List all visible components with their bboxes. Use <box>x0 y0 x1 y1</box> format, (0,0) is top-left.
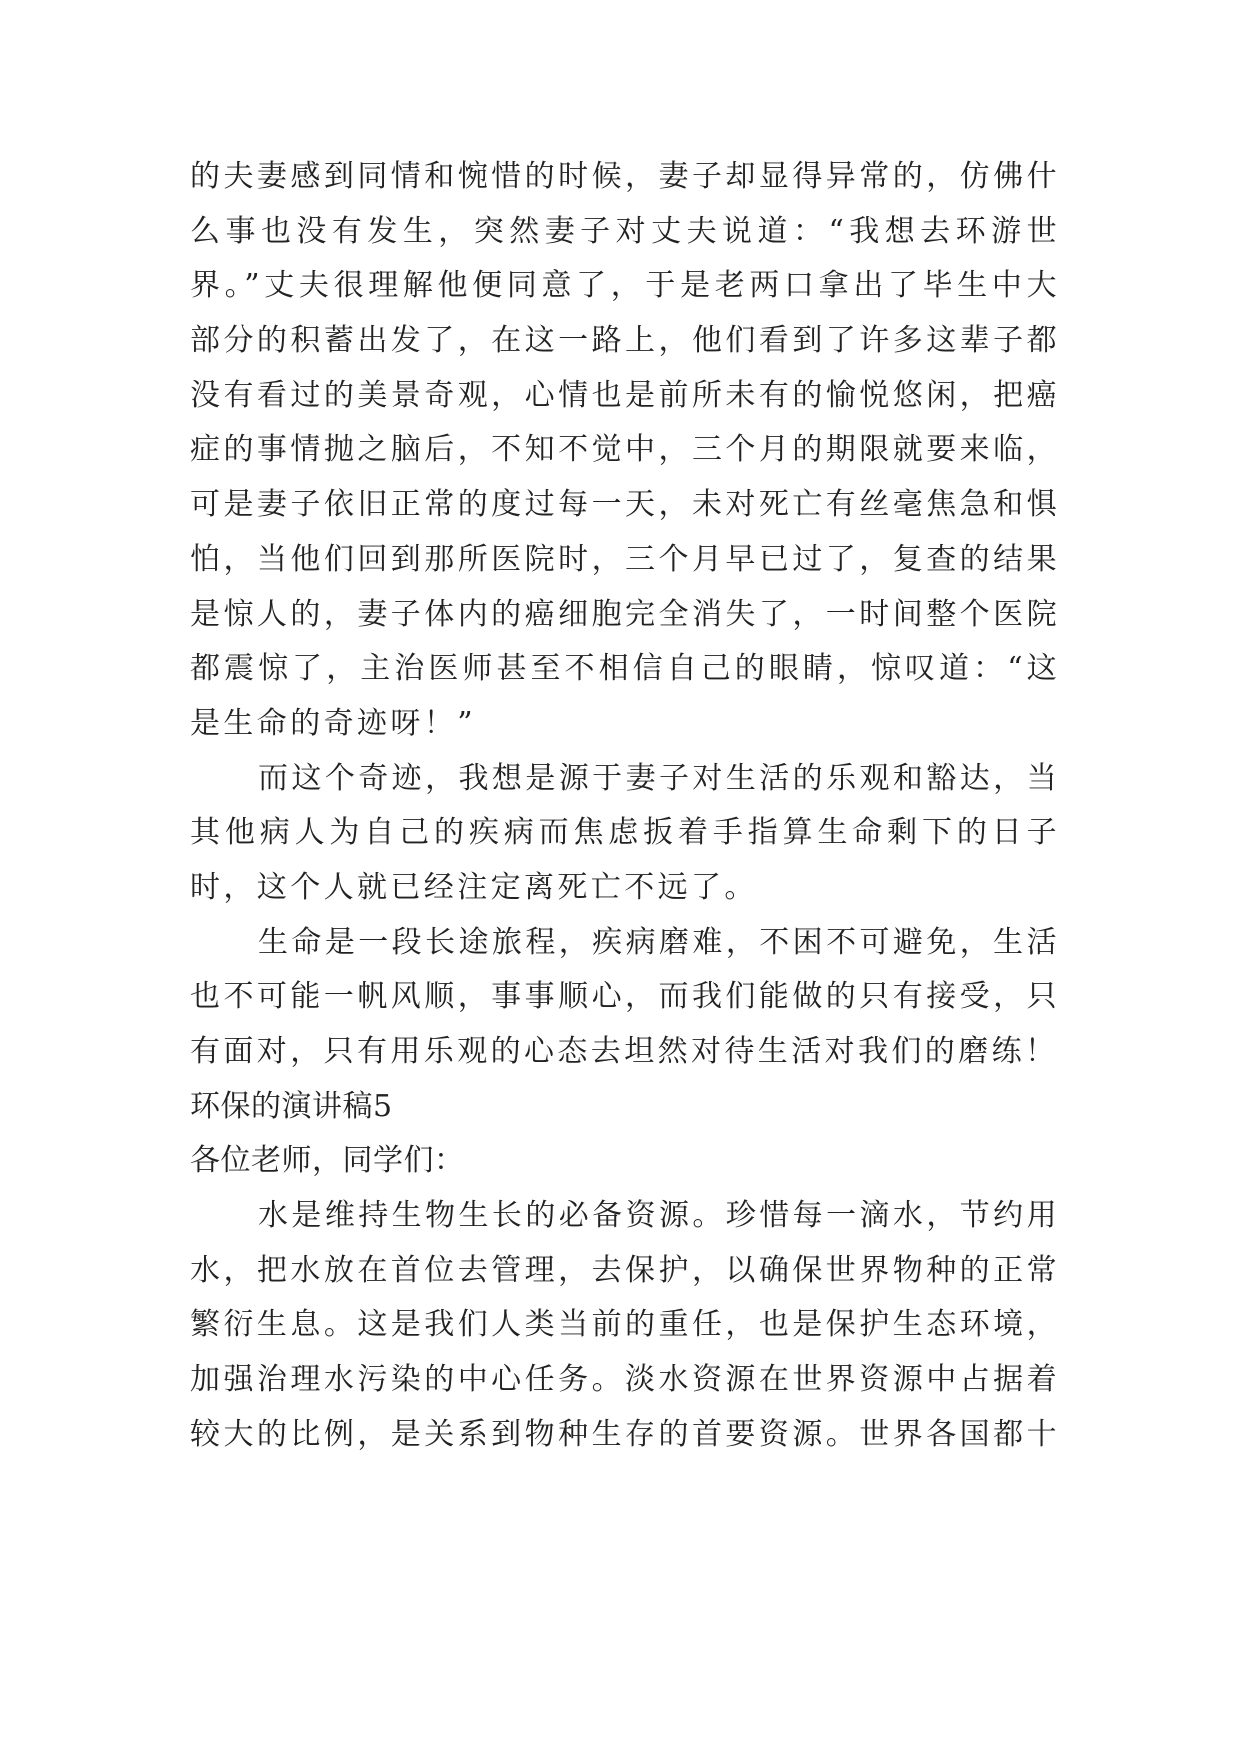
paragraph-first-line: 水是维持生物生长的必备资源。珍惜每一滴水，节约用 <box>258 1198 1060 1234</box>
body-line: 界。”丈夫很理解他便同意了，于是老两口拿出了毕生中大 <box>190 268 1060 304</box>
body-line: 是惊人的，妻子体内的癌细胞完全消失了，一时间整个医院 <box>190 596 1060 632</box>
body-line: 怕，当他们回到那所医院时，三个月早已过了，复查的结果 <box>190 541 1060 577</box>
body-line: 较大的比例，是关系到物种生存的首要资源。世界各国都十 <box>190 1416 1060 1452</box>
body-line: 是生命的奇迹呀！” <box>190 705 476 741</box>
body-line: 症的事情抛之脑后，不知不觉中，三个月的期限就要来临， <box>190 432 1060 468</box>
body-line: 有面对，只有用乐观的心态去坦然对待生活对我们的磨练！ <box>190 1034 1059 1069</box>
body-line: 部分的积蓄出发了，在这一路上，他们看到了许多这辈子都 <box>190 323 1060 359</box>
body-line: 繁衍生息。这是我们人类当前的重任，也是保护生态环境， <box>190 1307 1060 1343</box>
paragraph-first-line: 生命是一段长途旅程，疾病磨难，不困不可避免，生活 <box>258 924 1060 960</box>
body-line: 加强治理水污染的中心任务。淡水资源在世界资源中占据着 <box>190 1362 1060 1398</box>
body-line: 时，这个人就已经注定离死亡不远了。 <box>190 869 758 905</box>
section-heading: 环保的演讲稿5 <box>190 1088 393 1124</box>
body-line: 可是妻子依旧正常的度过每一天，未对死亡有丝毫焦急和惧 <box>190 487 1060 523</box>
body-line: 水，把水放在首位去管理，去保护，以确保世界物种的正常 <box>190 1252 1060 1288</box>
salutation: 各位老师，同学们： <box>190 1143 465 1179</box>
document-page <box>190 150 1060 1463</box>
body-line: 没有看过的美景奇观，心情也是前所未有的愉悦悠闲，把癌 <box>190 377 1060 413</box>
body-line: 都震惊了，主治医师甚至不相信自己的眼睛，惊叹道：“这 <box>190 651 1060 687</box>
body-line: 其他病人为自己的疾病而焦虑扳着手指算生命剩下的日子 <box>190 815 1060 851</box>
body-line: 么事也没有发生，突然妻子对丈夫说道：“我想去环游世 <box>190 213 1060 249</box>
body-line: 的夫妻感到同情和惋惜的时候，妻子却显得异常的，仿佛什 <box>190 159 1060 194</box>
body-line: 也不可能一帆风顺，事事顺心，而我们能做的只有接受，只 <box>190 979 1060 1015</box>
paragraph-first-line: 而这个奇迹，我想是源于妻子对生活的乐观和豁达，当 <box>258 760 1060 796</box>
